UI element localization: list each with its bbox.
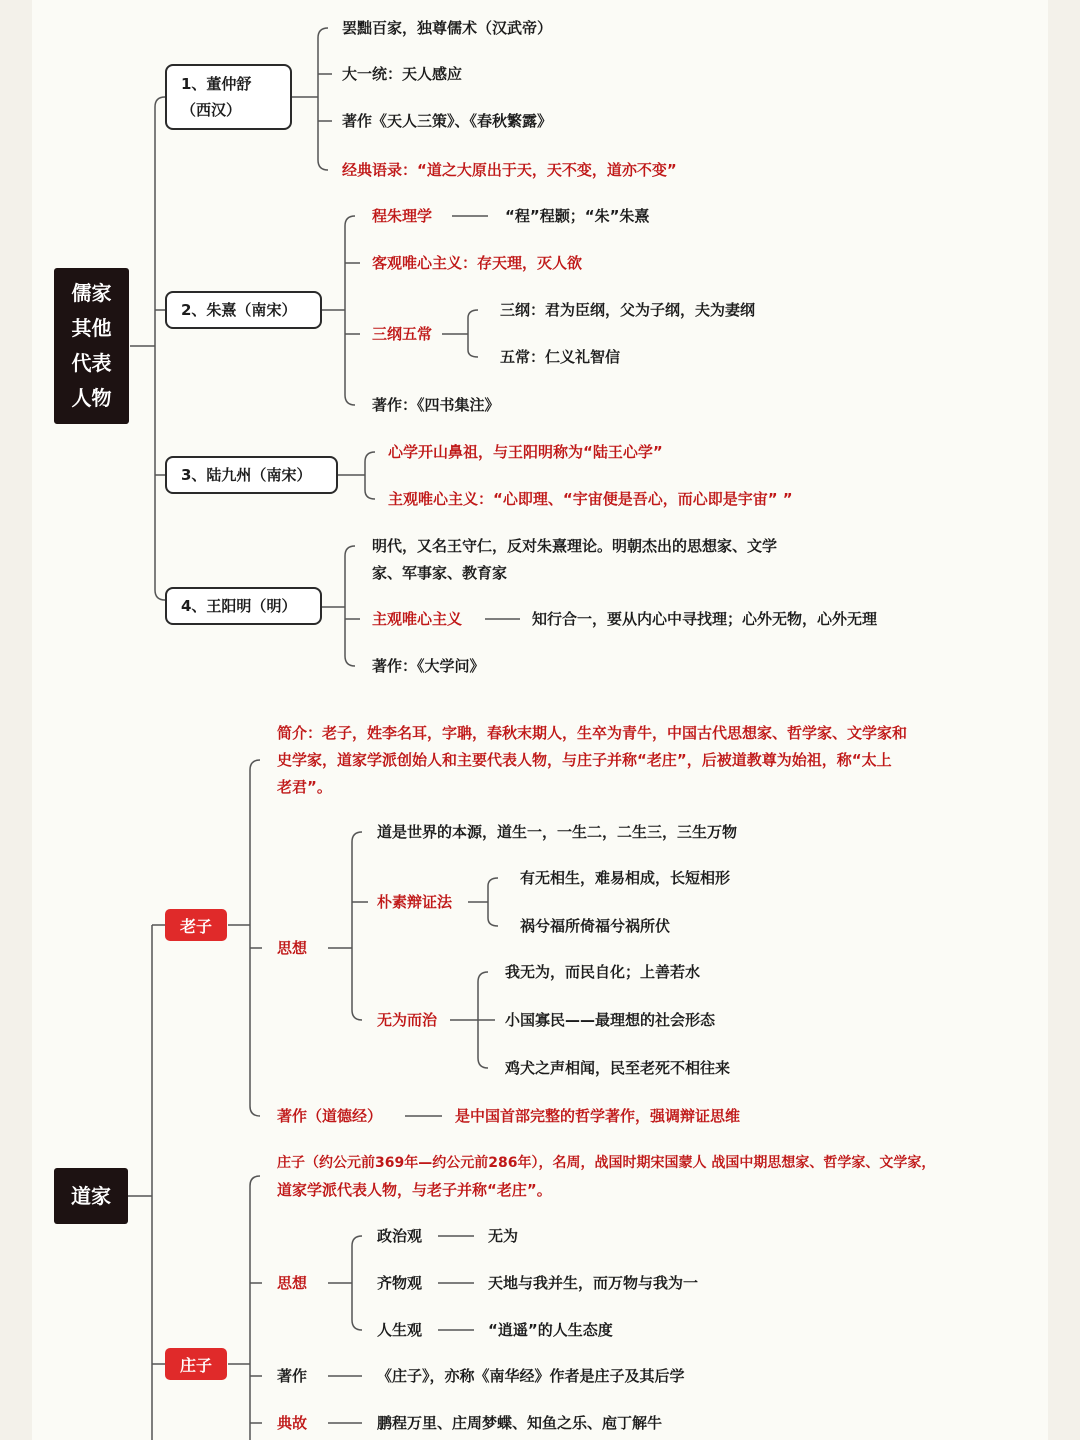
tag-zhuangzi	[165, 1348, 227, 1380]
zhuangzi-intro-1: 庄子（约公元前369年—约公元前286年），名周，战国时期宋国蒙人 战国中期思想家、哲学家、文学家，	[277, 1155, 936, 1171]
zhuangzi-allusion: 鹏程万里、庄周梦蝶、知鱼之乐、庖丁解牛	[377, 1414, 663, 1432]
wang-intro-1: 明代，又名王守仁，反对朱熹理论。明朝杰出的思想家、文学	[372, 537, 778, 555]
zhuangzi-allusion-label: 典故	[277, 1414, 308, 1432]
root-confucian	[54, 268, 129, 424]
lu-founder: 心学开山鼻祖，与王阳明称为“陆王心学”	[388, 443, 663, 461]
lu-name: 3、陆九州（南宋）	[181, 466, 312, 484]
wang-intro-2: 家、军事家、教育家	[372, 564, 508, 582]
zhuangzi-politics: 无为	[488, 1227, 519, 1245]
dong-item-4: 经典语录：“道之大原出于天，天不变，道亦不变”	[342, 161, 677, 179]
dong-era: （西汉）	[181, 101, 242, 119]
tag-laozi	[165, 909, 227, 941]
dong-item-2: 大一统：天人感应	[342, 65, 463, 83]
dong-name: 1、董仲舒	[181, 75, 252, 93]
lu-subjective: 主观唯心主义：“心即理、“宇宙便是吾心，而心即是宇宙” ”	[388, 490, 793, 508]
root-taoist-label: 道家	[71, 1183, 111, 1208]
wang-subjective-note: 知行合一，要从内心中寻找理；心外无物，心外无理	[532, 610, 878, 628]
node-wang-yangming	[165, 587, 322, 625]
laozi-thought-label: 思想	[277, 939, 308, 957]
node-zhu-xi	[165, 291, 322, 329]
zhuxi-objective: 客观唯心主义：存天理，灭人欲	[372, 254, 583, 272]
wang-name: 4、王阳明（明）	[181, 597, 297, 615]
laozi-dialectic-2: 祸兮福所倚福兮祸所伏	[520, 917, 671, 935]
zhuangzi-tag-label: 庄子	[179, 1355, 212, 1375]
zhuxi-sangang-label: 三纲五常	[372, 325, 433, 343]
zhuxi-works: 著作：《四书集注》	[372, 396, 500, 414]
zhuxi-name: 2、朱熹（南宋）	[181, 301, 297, 319]
laozi-intro-2: 史学家，道家学派创始人和主要代表人物，与庄子并称“老庄”，后被道教尊为始祖，称“太上	[277, 751, 892, 769]
laozi-wuwei-1: 我无为，而民自化；上善若水	[505, 963, 701, 981]
wang-subjective-label: 主观唯心主义	[372, 610, 463, 628]
dong-item-1: 罢黜百家，独尊儒术（汉武帝）	[342, 19, 553, 37]
laozi-dao: 道是世界的本源，道生一，一生二，二生三，三生万物	[377, 823, 738, 841]
zhuangzi-works: 《庄子》，亦称《南华经》作者是庄子及其后学	[377, 1367, 685, 1385]
wang-works: 著作：《大学问》	[372, 657, 485, 675]
zhuangzi-thought-label: 思想	[277, 1274, 308, 1292]
laozi-dialectic-1: 有无相生，难易相成，长短相形	[520, 869, 731, 887]
dong-item-3: 著作《天人三策》、《春秋繁露》	[342, 112, 553, 130]
zhuangzi-politics-label: 政治观	[377, 1227, 423, 1245]
zhuangzi-intro-2: 道家学派代表人物，与老子并称“老庄”。	[277, 1181, 552, 1199]
root-confucian-label: 儒家其他代表人物	[71, 281, 112, 410]
zhuangzi-life-label: 人生观	[377, 1321, 423, 1339]
laozi-intro-1: 简介：老子，姓李名耳，字聃，春秋末期人，生卒为青牛，中国古代思想家、哲学家、文学家和	[277, 724, 908, 742]
laozi-wuwei-label: 无为而治	[377, 1011, 438, 1029]
root-taoist	[54, 1168, 128, 1224]
node-lu	[165, 456, 338, 494]
zhuxi-school-note: “程”程颢；“朱”朱熹	[505, 207, 650, 225]
zhuangzi-equality: 天地与我并生，而万物与我为一	[488, 1274, 699, 1292]
zhuangzi-life: “逍遥”的人生态度	[488, 1321, 613, 1339]
laozi-works-label: 著作（道德经）	[277, 1107, 383, 1125]
zhuxi-sangang: 三纲：君为臣纲，父为子纲，夫为妻纲	[500, 301, 756, 319]
laozi-intro-3: 老君”。	[277, 778, 332, 796]
zhuangzi-works-label: 著作	[277, 1367, 308, 1385]
laozi-wuwei-2: 小国寡民——最理想的社会形态	[505, 1011, 716, 1029]
laozi-wuwei-3: 鸡犬之声相闻，民至老死不相往来	[505, 1059, 731, 1077]
zhuxi-wuchang: 五常：仁义礼智信	[500, 348, 621, 366]
node-dong-zhongshu	[165, 64, 292, 130]
zhuangzi-equality-label: 齐物观	[377, 1274, 423, 1292]
laozi-dialectic-label: 朴素辩证法	[377, 893, 453, 911]
laozi-tag-label: 老子	[179, 916, 212, 936]
laozi-works-note: 是中国首部完整的哲学著作，强调辩证思维	[455, 1107, 741, 1125]
zhuxi-school-label: 程朱理学	[372, 207, 433, 225]
